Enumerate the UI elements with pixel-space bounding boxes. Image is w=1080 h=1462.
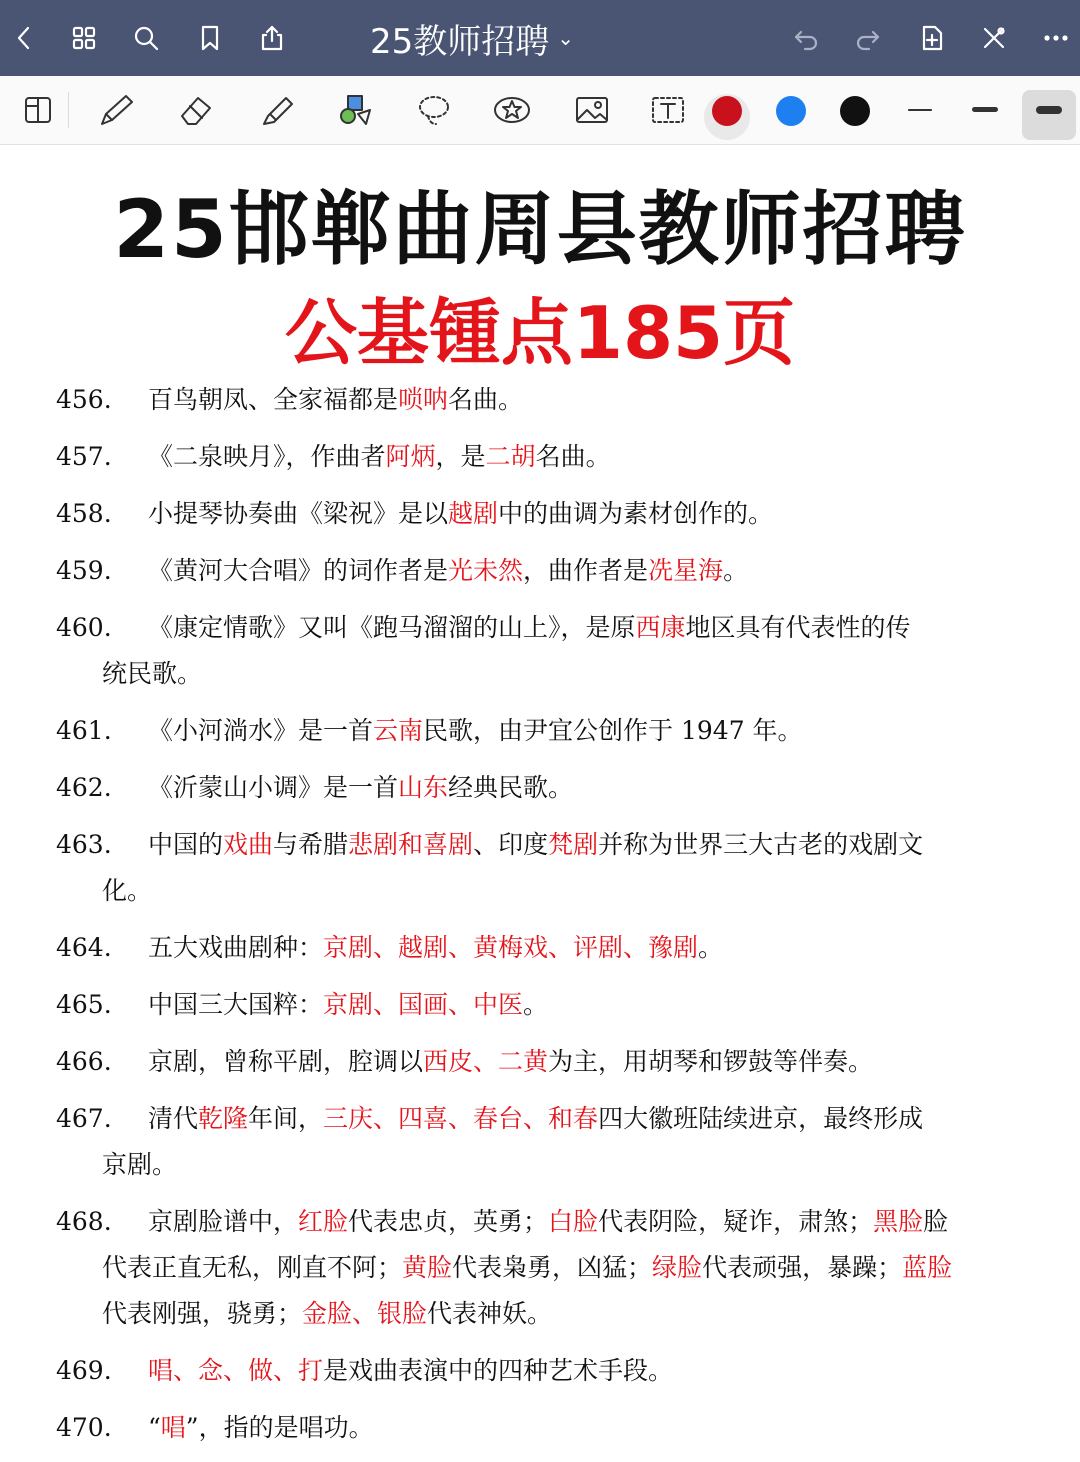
item-body <box>56 605 1016 651</box>
stroke-thick[interactable] <box>1036 106 1062 114</box>
item-text: 中国的 <box>148 830 224 859</box>
item-text: ”，指的是唱功。 <box>185 1413 374 1442</box>
bookmark-icon[interactable] <box>190 18 230 58</box>
highlighted-term: 京剧、国画、中医 <box>323 990 524 1019</box>
selected-stroke-bg <box>1022 90 1076 140</box>
item-body <box>56 925 1016 971</box>
highlighted-term: 三庆、四喜、春台、和春 <box>323 1104 599 1133</box>
item-number: 467. <box>56 1104 112 1133</box>
item-number: 456. <box>56 385 112 414</box>
highlighter-icon[interactable] <box>254 90 298 130</box>
item-text: 代表正直无私，刚直不阿； <box>102 1253 403 1282</box>
item-text: ，曲作者是 <box>523 556 649 585</box>
item-text: 。 <box>723 556 749 585</box>
stroke-medium[interactable] <box>972 107 998 112</box>
item-text: 与希腊 <box>273 830 349 859</box>
item-text: 百鸟朝凤、全家福都是 <box>148 385 399 414</box>
highlighted-term: 黑脸 <box>873 1207 924 1236</box>
item-body <box>56 377 1016 423</box>
annotation-toolbar <box>0 76 1080 145</box>
item-text: 、印度 <box>473 830 549 859</box>
item-number: 465. <box>56 990 112 1019</box>
list-item <box>56 822 1016 914</box>
item-text: 为主，用胡琴和锣鼓等伴奏。 <box>548 1047 874 1076</box>
item-number: 458. <box>56 499 112 528</box>
item-body <box>56 491 1016 537</box>
item-text: 名曲。 <box>535 442 611 471</box>
page-layout-icon[interactable] <box>16 90 60 130</box>
stroke-thin[interactable] <box>908 109 932 111</box>
list-item <box>56 925 1016 971</box>
item-text: 名曲。 <box>448 385 524 414</box>
color-swatch-black[interactable] <box>840 96 870 126</box>
item-text: 经典民歌。 <box>448 773 574 802</box>
item-text: 《黄河大合唱》的词作者是 <box>148 556 449 585</box>
highlighted-term: 蓝脸 <box>902 1253 953 1282</box>
highlighted-term: 京剧、越剧、黄梅戏、评剧、豫剧 <box>323 933 699 962</box>
highlighted-term: 乾隆 <box>198 1104 249 1133</box>
item-body <box>56 765 1016 811</box>
page-title: 25邯郸曲周县教师招聘 <box>113 183 967 276</box>
item-text: 《康定情歌》又叫《跑马溜溜的山上》，是原 <box>148 613 636 642</box>
image-icon[interactable] <box>570 90 614 130</box>
item-text: 。 <box>523 990 549 1019</box>
highlighted-term: 梵剧 <box>548 830 599 859</box>
highlighted-term: 金脸、银脸 <box>302 1299 428 1328</box>
list-item <box>56 1096 1016 1188</box>
list-item <box>56 1039 1016 1085</box>
item-text: 化。 <box>102 876 153 905</box>
list-item <box>56 605 1016 697</box>
undo-icon[interactable] <box>786 18 826 58</box>
item-text: 京剧。 <box>102 1150 178 1179</box>
highlighted-term: 戏曲 <box>223 830 274 859</box>
highlighted-term: 二胡 <box>485 442 536 471</box>
item-text: 小提琴协奏曲《梁祝》是以 <box>148 499 449 528</box>
item-text: 四大徽班陆续进京，最终形成 <box>598 1104 924 1133</box>
item-text: 是戏曲表演中的四种艺术手段。 <box>323 1356 674 1385</box>
item-number: 460. <box>56 613 112 642</box>
more-icon[interactable] <box>1036 18 1076 58</box>
add-page-icon[interactable] <box>912 18 952 58</box>
item-number: 463. <box>56 830 112 859</box>
list-item <box>56 1405 1016 1451</box>
item-body <box>56 822 1016 868</box>
item-text: 《二泉映月》，作曲者 <box>148 442 386 471</box>
item-text: 民歌，由尹宜公创作于 1947 年。 <box>423 716 803 745</box>
highlighted-term: 悲剧和喜剧 <box>348 830 474 859</box>
item-list <box>56 377 1016 1462</box>
item-text: 代表顽强，暴躁； <box>702 1253 903 1282</box>
item-body <box>56 1199 1016 1245</box>
highlighted-term: 绿脸 <box>652 1253 703 1282</box>
highlighted-term: 唱 <box>160 1413 186 1442</box>
app-top-bar <box>0 0 1080 76</box>
item-text: 年间， <box>248 1104 324 1133</box>
grid-view-icon[interactable] <box>64 18 104 58</box>
redo-icon[interactable] <box>848 18 888 58</box>
highlighted-term: 红脸 <box>298 1207 349 1236</box>
item-body <box>56 434 1016 480</box>
back-icon[interactable] <box>4 18 44 58</box>
item-text: 代表神妖。 <box>427 1299 553 1328</box>
item-number: 461. <box>56 716 112 745</box>
list-item <box>56 982 1016 1028</box>
highlighted-term: 冼星海 <box>648 556 724 585</box>
item-continuation <box>56 1291 1016 1337</box>
list-item <box>56 1348 1016 1394</box>
highlighted-term: 白脸 <box>548 1207 599 1236</box>
list-item <box>56 708 1016 754</box>
page-subtitle: 公基锺点185页 <box>284 291 796 375</box>
color-swatch-blue[interactable] <box>776 96 806 126</box>
pen-icon[interactable] <box>94 90 138 130</box>
text-box-icon[interactable] <box>646 90 690 130</box>
document-page <box>0 145 1080 1440</box>
item-text: 中国三大国粹： <box>148 990 324 1019</box>
item-body <box>56 1096 1016 1142</box>
item-text: 清代 <box>148 1104 199 1133</box>
list-item <box>56 1199 1016 1337</box>
item-number: 462. <box>56 773 112 802</box>
highlighted-term: 阿炳 <box>385 442 436 471</box>
search-icon[interactable] <box>126 18 166 58</box>
highlighted-term: 黄脸 <box>402 1253 453 1282</box>
document-title: 25教师招聘 <box>370 21 550 62</box>
item-text: 京剧，曾称平剧，腔调以 <box>148 1047 424 1076</box>
color-swatch-red[interactable] <box>712 96 742 126</box>
item-number: 464. <box>56 933 112 962</box>
item-number: 468. <box>56 1207 112 1236</box>
toolbar-divider <box>68 92 69 128</box>
list-item <box>56 434 1016 480</box>
highlighted-term: 西康 <box>635 613 686 642</box>
item-text: “ <box>148 1413 161 1442</box>
item-continuation <box>56 651 1016 697</box>
item-text: 统民歌。 <box>102 659 203 688</box>
item-text: 。 <box>698 933 724 962</box>
item-text: 中的曲调为素材创作的。 <box>498 499 774 528</box>
item-body <box>56 708 1016 754</box>
list-item <box>56 377 1016 423</box>
item-text: ，是 <box>435 442 486 471</box>
sticker-icon[interactable] <box>490 90 534 130</box>
item-body <box>56 1039 1016 1085</box>
item-body <box>56 1348 1016 1394</box>
item-text: 五大戏曲剧种： <box>148 933 324 962</box>
shapes-icon[interactable] <box>332 90 376 130</box>
item-continuation <box>56 868 1016 914</box>
highlighted-term: 光未然 <box>448 556 524 585</box>
highlighted-term: 云南 <box>373 716 424 745</box>
item-number: 457. <box>56 442 112 471</box>
item-text: 代表忠贞，英勇； <box>348 1207 549 1236</box>
item-text: 京剧脸谱中， <box>148 1207 299 1236</box>
lasso-icon[interactable] <box>412 90 456 130</box>
item-text: 地区具有代表性的传 <box>685 613 911 642</box>
item-text: 脸 <box>923 1207 949 1236</box>
item-text: 并称为世界三大古老的戏剧文 <box>598 830 924 859</box>
tools-icon[interactable] <box>974 18 1014 58</box>
item-text: 代表阴险，疑诈，肃煞； <box>598 1207 874 1236</box>
list-item <box>56 765 1016 811</box>
item-number: 469. <box>56 1356 112 1385</box>
item-continuation <box>56 1245 1016 1291</box>
highlighted-term: 山东 <box>398 773 449 802</box>
item-number: 459. <box>56 556 112 585</box>
item-text: 《沂蒙山小调》是一首 <box>148 773 399 802</box>
highlighted-term: 唱、念、做、打 <box>148 1356 324 1385</box>
share-icon[interactable] <box>252 18 292 58</box>
item-text: 代表刚强，骁勇； <box>102 1299 303 1328</box>
item-continuation <box>56 1142 1016 1188</box>
eraser-icon[interactable] <box>174 90 218 130</box>
item-number: 466. <box>56 1047 112 1076</box>
item-number: 470. <box>56 1413 112 1442</box>
item-body <box>56 1405 1016 1451</box>
list-item <box>56 548 1016 594</box>
item-body <box>56 982 1016 1028</box>
document-title-button[interactable] <box>370 14 574 62</box>
chevron-down-icon: ⌄ <box>557 26 575 50</box>
highlighted-term: 唢呐 <box>398 385 449 414</box>
highlighted-term: 西皮、二黄 <box>423 1047 549 1076</box>
list-item <box>56 491 1016 537</box>
highlighted-term: 越剧 <box>448 499 499 528</box>
item-text: 《小河淌水》是一首 <box>148 716 374 745</box>
item-text: 代表枭勇，凶猛； <box>452 1253 653 1282</box>
item-body <box>56 548 1016 594</box>
